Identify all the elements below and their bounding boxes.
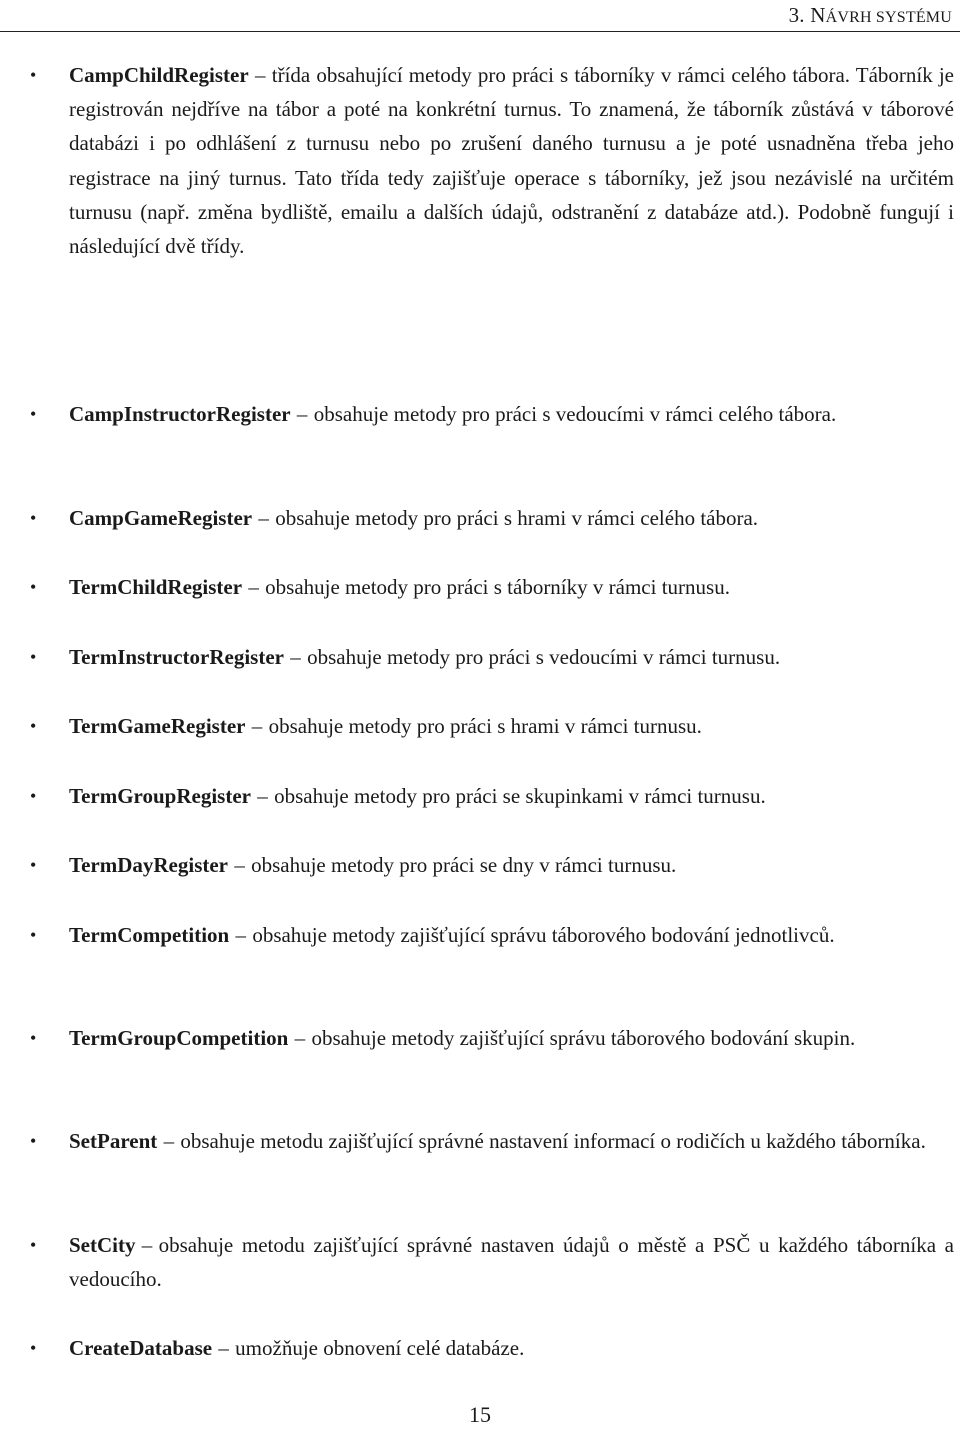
dash: – bbox=[235, 923, 247, 947]
class-description: obsahuje metodu zajišťující správné nastaven údajů o městě a PSČ u každého táborníka a vedoucího. bbox=[69, 1233, 954, 1292]
list-item bbox=[30, 570, 954, 604]
class-description: obsahuje metody pro práci s táborníky v rámci turnusu. bbox=[265, 575, 730, 599]
chapter-title: ÁVRH SYSTÉMU bbox=[825, 9, 952, 26]
list-item bbox=[30, 640, 954, 674]
dash: – bbox=[141, 1233, 153, 1257]
dash: – bbox=[234, 853, 245, 877]
class-description: obsahuje metody pro práci se skupinkami v rámci turnusu. bbox=[274, 784, 766, 808]
list-item bbox=[30, 501, 954, 535]
dash: – bbox=[254, 63, 266, 87]
class-description: třída obsahující metody pro práci s táborníky v rámci celého tábora. Táborník je registrován nejdříve na tábor a poté na konkrétní turnus. To znamená, že táborník zůstává v táborové databázi i po odhlášení z turnusu nebo po zrušení daného turnusu a je poté usnadněna třeba jeho registrace na jiný turnus. Tato třída tedy zajišťuje operace s táborníky, jež jsou nezávislé na určitém turnusu (např. změna bydliště, emailu a dalších údajů, odstranění z databáze atd.). Podobně fungují i následující dvě třídy. bbox=[69, 63, 954, 259]
class-name: SetCity bbox=[69, 1233, 136, 1257]
bullet: • bbox=[30, 786, 37, 806]
class-description: obsahuje metody pro práci s vedoucími v rámci celého tábora. bbox=[313, 402, 837, 426]
bullet: • bbox=[30, 65, 37, 85]
class-description: obsahuje metody pro práci se dny v rámci turnusu. bbox=[251, 853, 677, 877]
list-item bbox=[30, 1124, 954, 1158]
class-name: TermChildRegister bbox=[69, 575, 243, 599]
class-description: obsahuje metodu zajišťující správné nastavení informací o rodičích u každého táborníka. bbox=[180, 1129, 926, 1153]
bullet: • bbox=[30, 1338, 37, 1358]
class-name: CampGameRegister bbox=[69, 506, 253, 530]
list-item bbox=[30, 709, 954, 743]
running-header bbox=[789, 3, 952, 28]
class-name: TermInstructorRegister bbox=[69, 645, 284, 669]
dash: – bbox=[290, 645, 301, 669]
dash: – bbox=[257, 784, 268, 808]
dash: – bbox=[258, 506, 269, 530]
bullet: • bbox=[30, 925, 37, 945]
class-name: TermCompetition bbox=[69, 923, 230, 947]
list-item bbox=[30, 397, 954, 431]
list-item bbox=[30, 1021, 954, 1055]
class-description: obsahuje metody zajišťující správu táborového bodování jednotlivců. bbox=[252, 923, 835, 947]
dash: – bbox=[163, 1129, 175, 1153]
class-name: TermGameRegister bbox=[69, 714, 246, 738]
class-name: CampChildRegister bbox=[69, 63, 249, 87]
bullet: • bbox=[30, 404, 37, 424]
dash: – bbox=[218, 1336, 229, 1360]
class-name: TermGroupCompetition bbox=[69, 1026, 289, 1050]
list-item bbox=[30, 848, 954, 882]
class-name: TermGroupRegister bbox=[69, 784, 251, 808]
bullet: • bbox=[30, 647, 37, 667]
class-name: CampInstructorRegister bbox=[69, 402, 291, 426]
list-item bbox=[30, 779, 954, 813]
bullet: • bbox=[30, 1131, 37, 1151]
dash: – bbox=[296, 402, 308, 426]
dash: – bbox=[248, 575, 259, 599]
bullet: • bbox=[30, 1028, 37, 1048]
class-name: CreateDatabase bbox=[69, 1336, 213, 1360]
header-rule bbox=[0, 31, 960, 32]
dash: – bbox=[251, 714, 263, 738]
chapter-prefix: 3. N bbox=[788, 3, 826, 27]
bullet: • bbox=[30, 855, 37, 875]
bullet: • bbox=[30, 1235, 37, 1255]
bullet: • bbox=[30, 716, 37, 736]
class-description: umožňuje obnovení celé databáze. bbox=[235, 1336, 525, 1360]
class-description: obsahuje metody zajišťující správu táborového bodování skupin. bbox=[311, 1026, 856, 1050]
class-description: obsahuje metody pro práci s hrami v rámci celého tábora. bbox=[275, 506, 759, 530]
list-item bbox=[30, 58, 954, 263]
bullet: • bbox=[30, 508, 37, 528]
class-name: SetParent bbox=[69, 1129, 158, 1153]
class-name: TermDayRegister bbox=[69, 853, 229, 877]
list-item bbox=[30, 1331, 954, 1365]
class-description: obsahuje metody pro práci s hrami v rámci turnusu. bbox=[268, 714, 702, 738]
bullet: • bbox=[30, 577, 37, 597]
list-item bbox=[30, 1228, 954, 1296]
page-number: 15 bbox=[469, 1402, 491, 1427]
class-description: obsahuje metody pro práci s vedoucími v rámci turnusu. bbox=[307, 645, 781, 669]
list-item bbox=[30, 918, 954, 952]
dash: – bbox=[294, 1026, 306, 1050]
